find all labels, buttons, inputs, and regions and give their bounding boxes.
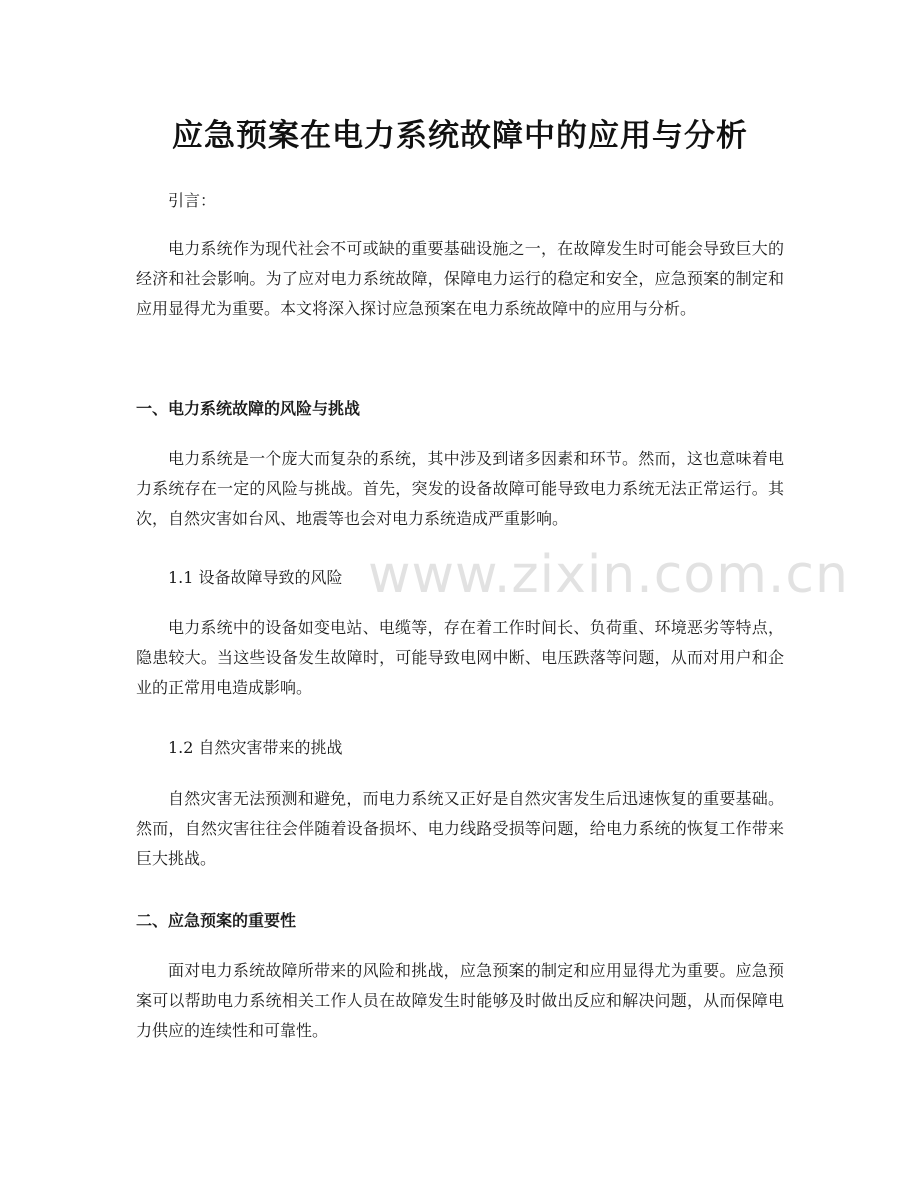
subsection-paragraph-1-2: 自然灾害无法预测和避免，而电力系统又正好是自然灾害发生后迅速恢复的重要基础。然而，自然灾害往往会伴随着设备损坏、电力线路受损等问题，给电力系统的恢复工作带来巨大挑战。 bbox=[136, 789, 784, 868]
subsection-heading-1-1: 1.1 设备故障导致的风险 bbox=[168, 568, 343, 587]
intro-label: 引言： bbox=[168, 191, 217, 210]
section-paragraph-2: 面对电力系统故障所带来的风险和挑战，应急预案的制定和应用显得尤为重要。应急预案可以帮助电力系统相关工作人员在故障发生时能够及时做出反应和解决问题，从而保障电力供应的连续性和可靠性。 bbox=[136, 961, 784, 1040]
section-paragraph-1: 电力系统是一个庞大而复杂的系统，其中涉及到诸多因素和环节。然而，这也意味着电力系统存在一定的风险与挑战。首先，突发的设备故障可能导致电力系统无法正常运行。其次，自然灾害如台风、地震等也会对电力系统造成严重影响。 bbox=[136, 449, 784, 528]
section-heading-1: 一、电力系统故障的风险与挑战 bbox=[136, 399, 361, 418]
section-heading-2: 二、应急预案的重要性 bbox=[136, 911, 297, 930]
watermark: www.zixin.com.cn bbox=[368, 545, 849, 605]
subsection-heading-1-2: 1.2 自然灾害带来的挑战 bbox=[168, 738, 343, 757]
intro-paragraph: 电力系统作为现代社会不可或缺的重要基础设施之一，在故障发生时可能会导致巨大的经济和社会影响。为了应对电力系统故障，保障电力运行的稳定和安全，应急预案的制定和应用显得尤为重要。本文将深入探讨应急预案在电力系统故障中的应用与分析。 bbox=[136, 239, 784, 318]
document-title: 应急预案在电力系统故障中的应用与分析 bbox=[172, 118, 748, 154]
subsection-paragraph-1-1: 电力系统中的设备如变电站、电缆等，存在着工作时间长、负荷重、环境恶劣等特点，隐患较大。当这些设备发生故障时，可能导致电网中断、电压跌落等问题，从而对用户和企业的正常用电造成影响。 bbox=[136, 618, 784, 697]
